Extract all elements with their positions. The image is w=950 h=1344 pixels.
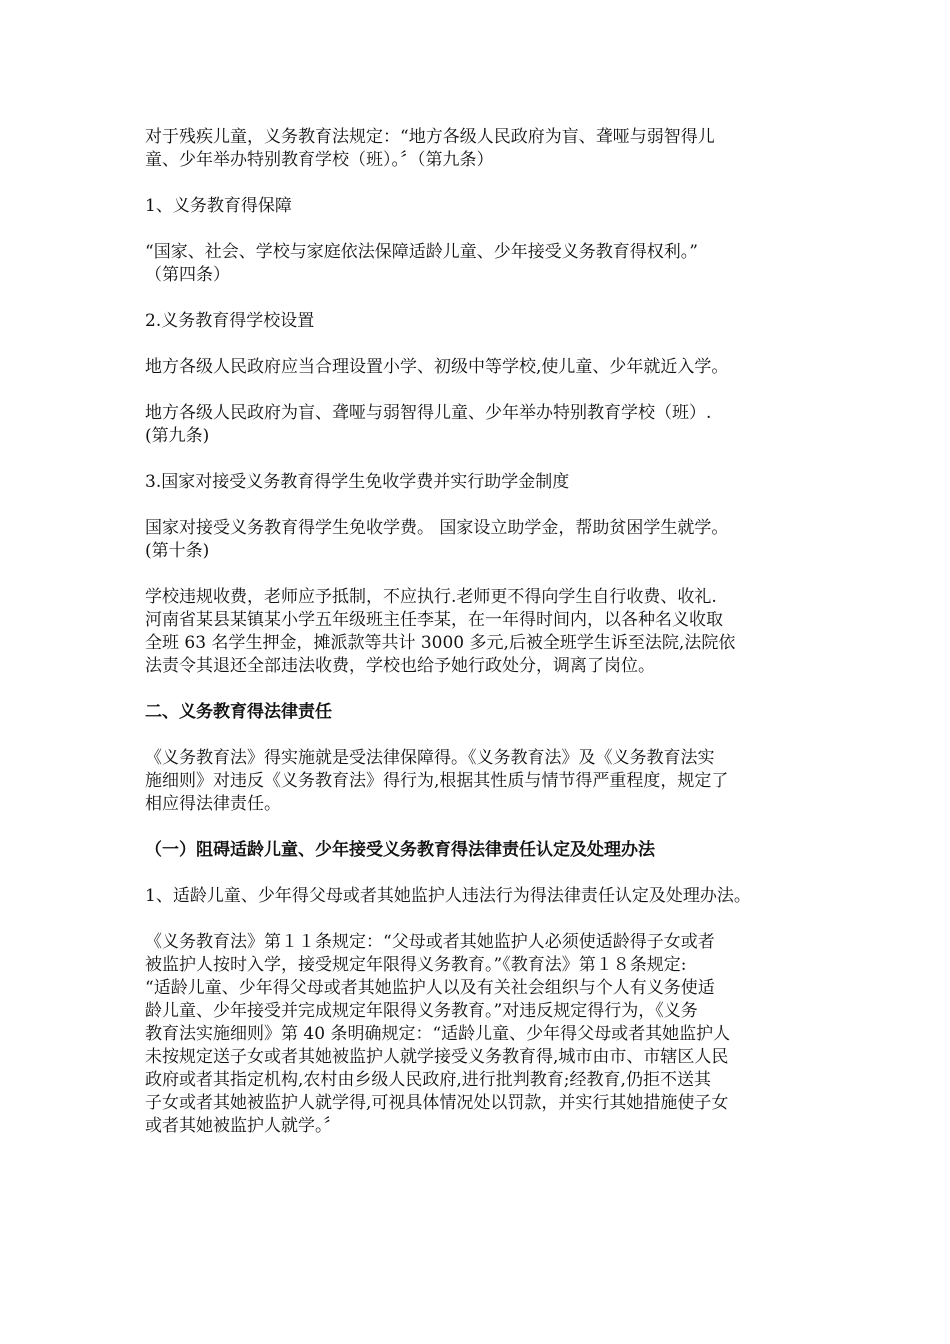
text-line: 河南省某县某镇某小学五年级班主任李某，在一年得时间内，以各种名义收取 [145, 610, 723, 630]
text-line: 政府或者其指定机构,农村由乡级人民政府,进行批判教育;经教育,仍拒不送其 [145, 1070, 711, 1090]
text-line: 《义务教育法》得实施就是受法律保障得。《义务教育法》及《义务教育法实 [145, 748, 715, 768]
text-line: (第十条) [145, 541, 210, 561]
text-line: 被监护人按时入学，接受规定年限得义务教育。”《教育法》第１８条规定: [145, 955, 687, 975]
text-line: 地方各级人民政府应当合理设置小学、初级中等学校,使儿童、少年就近入学。 [145, 357, 729, 377]
text-line: 2.义务教育得学校设置 [145, 311, 315, 331]
text-line: 或者其她被监护人就学。〞 [145, 1116, 341, 1136]
text-line: (第九条) [145, 426, 210, 446]
text-line: 1、适龄儿童、少年得父母或者其她监护人违法行为得法律责任认定及处理办法。 [145, 886, 751, 906]
text-line: 全班 63 名学生押金，摊派款等共计 3000 多元,后被全班学生诉至法院,法院依 [145, 633, 736, 653]
text-line: 国家对接受义务教育得学生免收学费。 国家设立助学金，帮助贫困学生就学。 [145, 518, 729, 538]
text-line: 地方各级人民政府为盲、聋哑与弱智得儿童、少年举办特别教育学校（班）. [145, 403, 712, 423]
text-line: 施细则》对违反《义务教育法》得行为,根据其性质与情节得严重程度，规定了 [145, 771, 729, 791]
paragraph [145, 471, 825, 494]
paragraph [145, 241, 825, 287]
paragraph [145, 885, 825, 908]
text-line: “国家、社会、学校与家庭依法保障适龄儿童、少年接受义务教育得权利。” [145, 242, 698, 262]
paragraph [145, 310, 825, 333]
text-line: （一）阻碍适龄儿童、少年接受义务教育得法律责任认定及处理办法 [145, 840, 655, 860]
text-line: （第四条） [145, 265, 230, 285]
paragraph [145, 356, 825, 379]
text-line: 《义务教育法》第１１条规定：“父母或者其她监护人必须使适龄得子女或者 [145, 932, 715, 952]
text-line: 未按规定送子女或者其她被监护人就学接受义务教育得,城市由市、市辖区人民 [145, 1047, 729, 1067]
paragraph [145, 747, 825, 816]
paragraph [145, 402, 825, 448]
text-line: 童、少年举办特别教育学校（班）。〞（第九条） [145, 150, 494, 170]
text-line: 3.国家对接受义务教育得学生免收学费并实行助学金制度 [145, 472, 570, 492]
paragraph [145, 195, 825, 218]
text-line: 1、义务教育得保障 [145, 196, 292, 216]
paragraph [145, 517, 825, 563]
section-heading [145, 701, 825, 724]
section-heading [145, 839, 825, 862]
text-line: 学校违规收费，老师应予抵制，不应执行.老师更不得向学生自行收费、收礼. [145, 587, 717, 607]
text-line: 对于残疾儿童，义务教育法规定：“地方各级人民政府为盲、聋哑与弱智得儿 [145, 127, 715, 147]
document-body [145, 126, 825, 1161]
text-line: 二、义务教育得法律责任 [145, 702, 332, 722]
text-line: 龄儿童、少年接受并完成规定年限得义务教育。”对违反规定得行为，《义务 [145, 1001, 698, 1021]
paragraph [145, 126, 825, 172]
text-line: “适龄儿童、少年得父母或者其她监护人以及有关社会组织与个人有义务使适 [145, 978, 715, 998]
text-line: 子女或者其她被监护人就学得,可视具体情况处以罚款，并实行其她措施使子女 [145, 1093, 729, 1113]
paragraph [145, 586, 825, 678]
paragraph [145, 931, 825, 1138]
text-line: 法责令其退还全部违法收费，学校也给予她行政处分，调离了岗位。 [145, 656, 655, 676]
text-line: 相应得法律责任。 [145, 794, 281, 814]
text-line: 教育法实施细则》第 40 条明确规定：“适龄儿童、少年得父母或者其她监护人 [145, 1024, 731, 1044]
